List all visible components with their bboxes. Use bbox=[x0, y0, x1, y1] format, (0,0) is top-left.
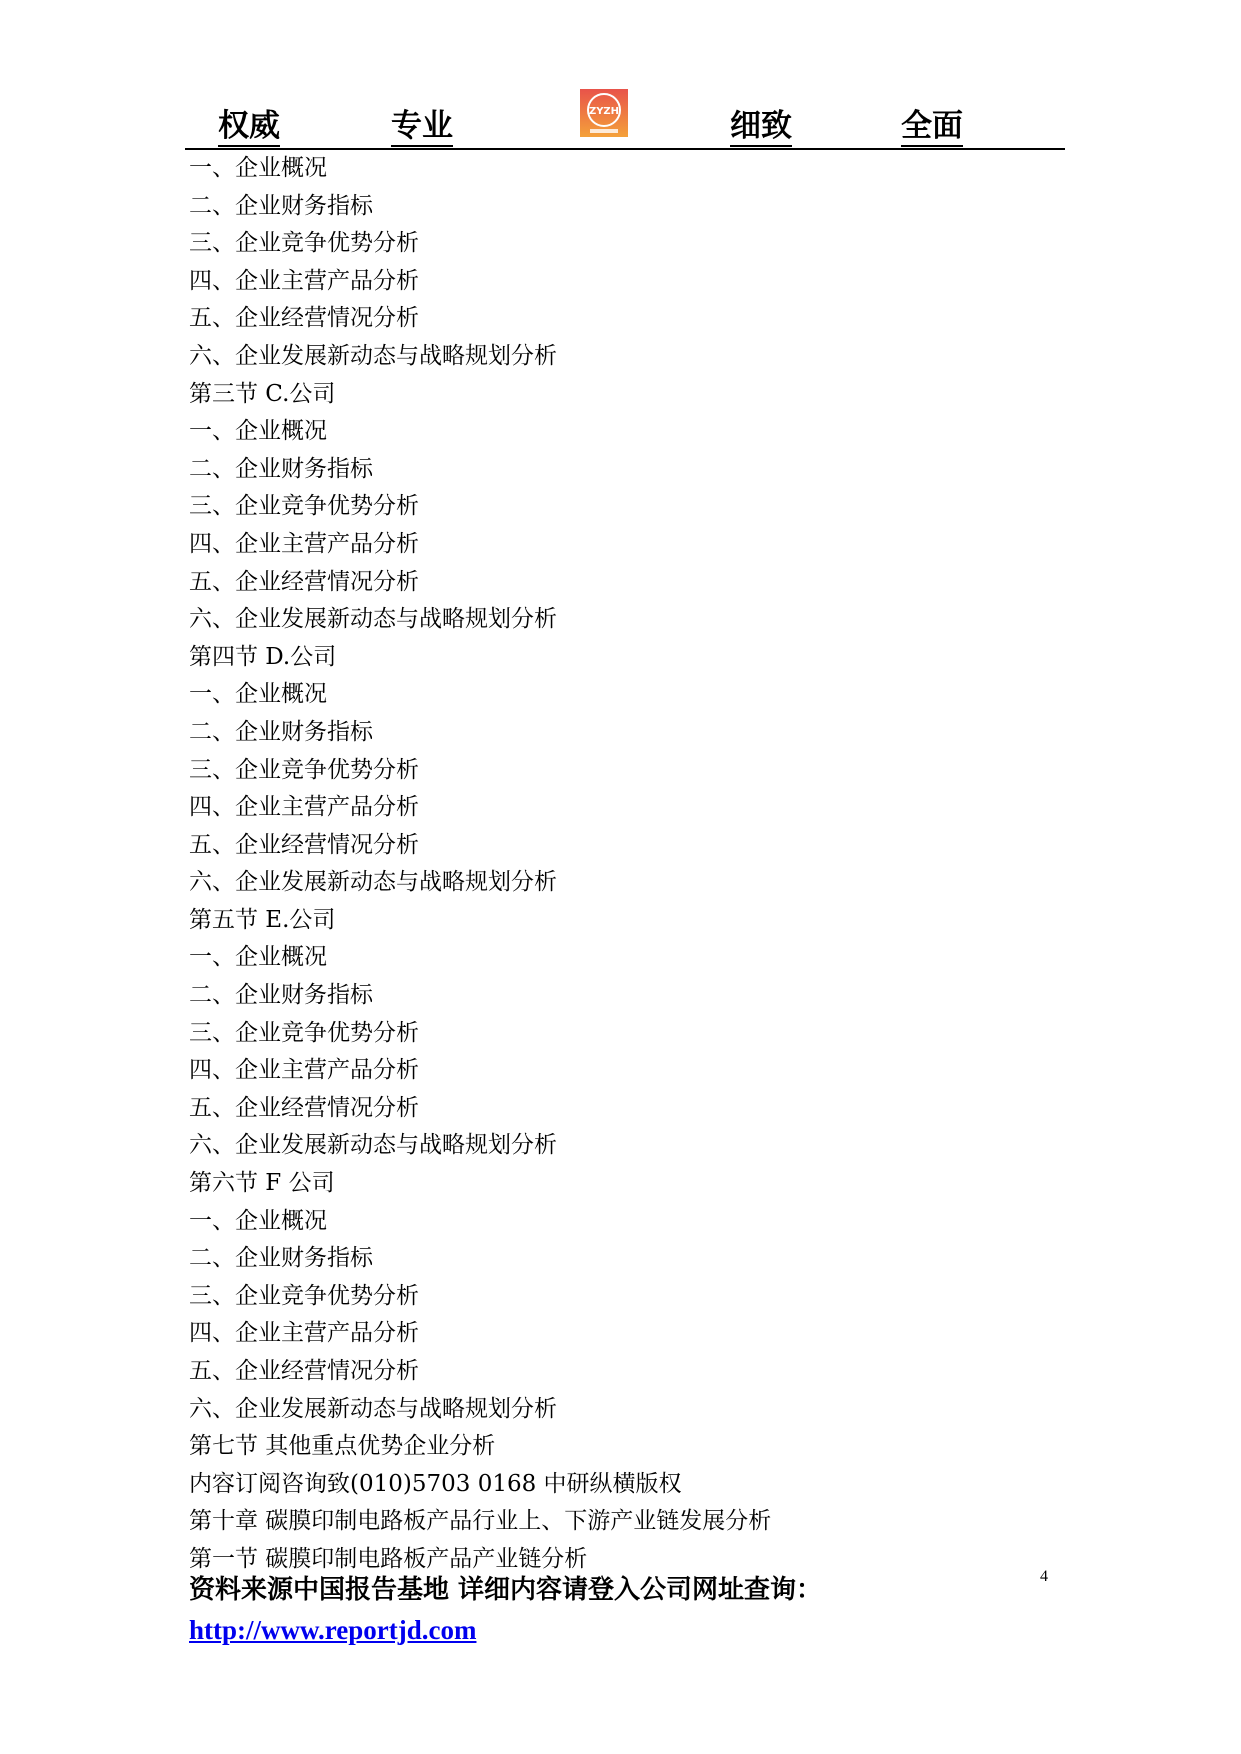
toc-line: 五、企业经营情况分析 bbox=[189, 1094, 419, 1121]
zyzh-logo-icon bbox=[580, 89, 628, 137]
footer-source-text: 资料来源中国报告基地 详细内容请登入公司网址查询： bbox=[189, 1575, 823, 1605]
toc-line: 一、企业概况 bbox=[189, 155, 327, 181]
toc-line: 二、企业财务指标 bbox=[189, 1245, 373, 1272]
toc-line: 第一节 碳膜印制电路板产品产业链分析 bbox=[189, 1545, 588, 1572]
toc-line: 三、企业竞争优势分析 bbox=[189, 1019, 419, 1046]
toc-line: 第四节 D.公司 bbox=[189, 643, 337, 670]
toc-line: 四、企业主营产品分析 bbox=[189, 1320, 419, 1347]
page-number: 4 bbox=[1040, 1568, 1048, 1585]
toc-line: 三、企业竞争优势分析 bbox=[189, 230, 419, 257]
toc-line: 三、企业竞争优势分析 bbox=[189, 493, 419, 520]
toc-line: 二、企业财务指标 bbox=[189, 455, 373, 482]
toc-line: 六、企业发展新动态与战略规划分析 bbox=[189, 869, 557, 896]
toc-line: 五、企业经营情况分析 bbox=[189, 831, 419, 858]
toc-line: 六、企业发展新动态与战略规划分析 bbox=[189, 606, 557, 633]
toc-line: 内容订阅咨询致(010)5703 0168 中研纵横版权 bbox=[189, 1470, 682, 1497]
header-word-authority: 权威 bbox=[218, 107, 280, 147]
toc-line: 六、企业发展新动态与战略规划分析 bbox=[189, 1395, 557, 1422]
toc-line: 六、企业发展新动态与战略规划分析 bbox=[189, 342, 557, 369]
page-header bbox=[185, 86, 1065, 150]
toc-line: 二、企业财务指标 bbox=[189, 192, 373, 219]
toc-line: 一、企业概况 bbox=[189, 418, 327, 445]
toc-line: 二、企业财务指标 bbox=[189, 982, 373, 1009]
table-of-contents bbox=[189, 150, 1069, 1579]
toc-line: 四、企业主营产品分析 bbox=[189, 530, 419, 557]
toc-line: 第十章 碳膜印制电路板产品行业上、下游产业链发展分析 bbox=[189, 1508, 772, 1535]
logo-text: ZYZH bbox=[588, 106, 620, 117]
toc-line: 四、企业主营产品分析 bbox=[189, 267, 419, 294]
toc-line: 一、企业概况 bbox=[189, 1207, 327, 1234]
toc-line: 四、企业主营产品分析 bbox=[189, 794, 419, 821]
toc-line: 第三节 C.公司 bbox=[189, 380, 336, 407]
toc-line: 三、企业竞争优势分析 bbox=[189, 1282, 419, 1309]
toc-line: 一、企业概况 bbox=[189, 944, 327, 971]
toc-line: 五、企业经营情况分析 bbox=[189, 1358, 419, 1384]
toc-line: 五、企业经营情况分析 bbox=[189, 305, 419, 332]
toc-line: 一、企业概况 bbox=[189, 681, 327, 708]
toc-line: 第六节 F 公司 bbox=[189, 1170, 335, 1197]
header-word-comprehensive: 全面 bbox=[901, 107, 963, 147]
footer-url-link[interactable]: http://www.reportjd.com bbox=[189, 1615, 477, 1645]
header-word-professional: 专业 bbox=[391, 107, 453, 147]
page-footer bbox=[189, 1570, 1049, 1650]
toc-line: 二、企业财务指标 bbox=[189, 718, 373, 745]
toc-line: 六、企业发展新动态与战略规划分析 bbox=[189, 1132, 557, 1159]
toc-line: 第五节 E.公司 bbox=[189, 906, 336, 933]
toc-line: 五、企业经营情况分析 bbox=[189, 568, 419, 595]
toc-line: 四、企业主营产品分析 bbox=[189, 1057, 419, 1084]
toc-line: 三、企业竞争优势分析 bbox=[189, 756, 419, 783]
toc-line: 第七节 其他重点优势企业分析 bbox=[189, 1433, 496, 1460]
header-word-meticulous: 细致 bbox=[730, 107, 792, 147]
